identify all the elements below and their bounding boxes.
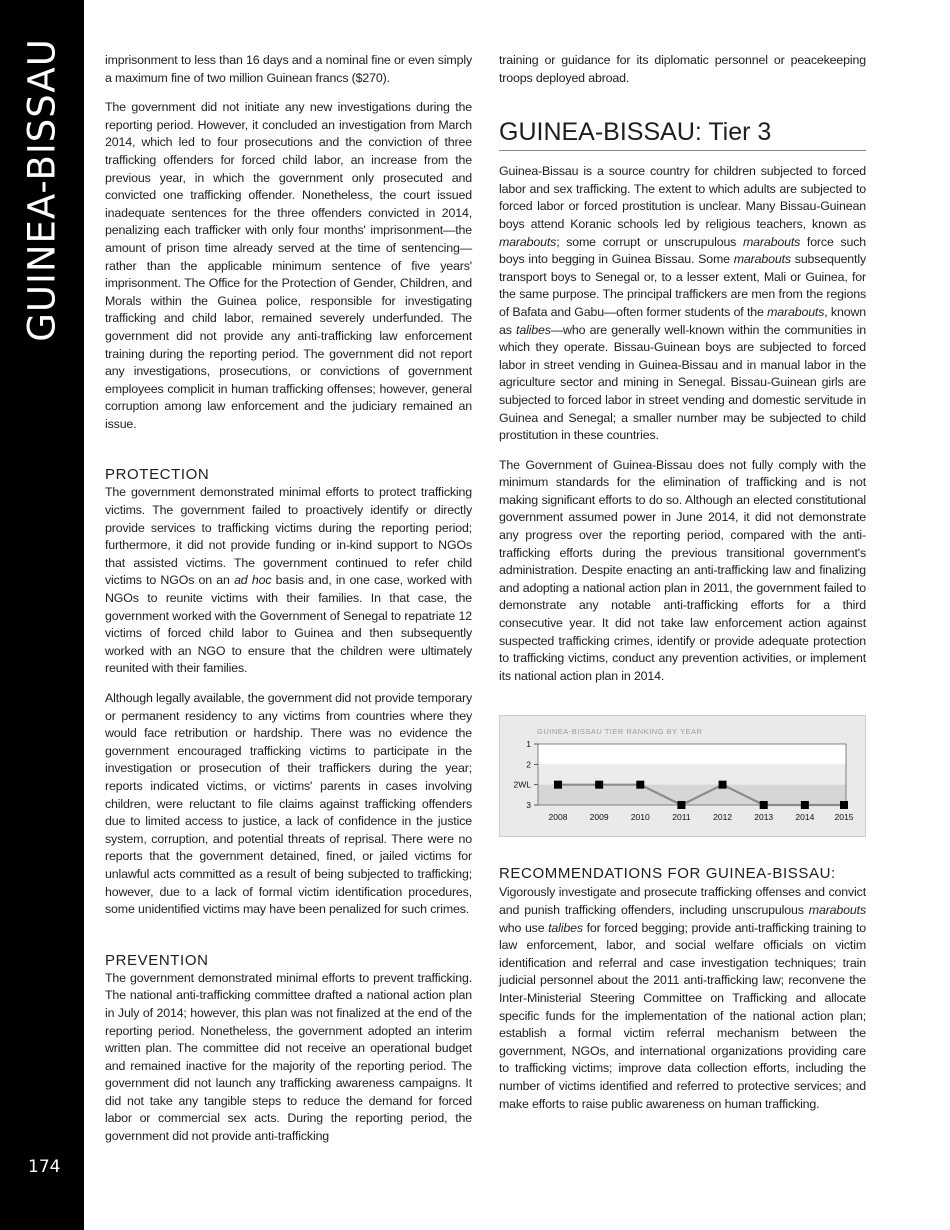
paragraph: Vigorously investigate and prosecute trafficking offenses and convict and punish trafficking offenders, including unscrupulous marabouts who use talibes for forced begging; provide anti-trafficking training to law enforcement, labor, and social welfare officials on victim identification and referral and case investigation techniques; train judicial personnel about the 2011 anti-trafficking law; reconvene the Inter-Ministerial Steering Committee on Trafficking and allocate specific funds for the implementation of the national action plan; establish a formal victim referral mechanism between the government, NGOs, and international organizations providing care to trafficking victims; improve data collection efforts, including the number of victims identified and referred to protective services; and make efforts to raise public awareness on human trafficking.: [499, 885, 866, 1111]
x-tick-label: 2008: [548, 812, 568, 823]
sidebar: [0, 0, 84, 1230]
left-column: [105, 52, 472, 1158]
tier-ranking-chart: [499, 715, 866, 837]
plot-band-bottom: [538, 785, 846, 805]
x-tick-label: 2010: [630, 812, 650, 823]
x-tick-label: 2011: [672, 812, 691, 823]
plot-band-middle: [538, 765, 846, 785]
protection-heading: PROTECTION: [105, 466, 210, 484]
paragraph: training or guidance for its diplomatic personnel or peacekeeping troops deployed abroad.: [499, 53, 866, 85]
data-point: [801, 801, 809, 809]
chart-title: GUINEA-BISSAU TIER RANKING BY YEAR: [537, 727, 703, 737]
prevention-heading: PREVENTION: [105, 951, 209, 969]
plot-band-top: [538, 744, 846, 764]
paragraph: imprisonment to less than 16 days and a nominal fine or even simply a maximum fine of two million Guinean francs ($270).: [105, 53, 472, 85]
tier-heading: GUINEA-BISSAU: Tier 3: [499, 117, 866, 151]
data-point: [595, 781, 603, 789]
x-tick-label: 2009: [589, 812, 609, 823]
paragraph: Although legally available, the government did not provide temporary or permanent residency to any victims from countries where they would face retribution or hardship. There was no evidence the government encouraged trafficking victims to participate in the investigation or prosecution of their traffickers during the year; reports indicated victims, or victims' parents in cases involving children, were reluctant to file claims against trafficking offenders due to limited access to justice, a lack of confidence in the justice system, corruption, and potential threats of reprisal. There were no reports that the government detained, fined, or jailed victims for unlawful acts committed as a result of being subjected to trafficking; however, due to a lack of formal victim identification procedures, some unidentified victims may have been penalized for such crimes.: [105, 691, 472, 917]
right-column: [499, 52, 866, 1125]
data-point: [554, 781, 562, 789]
x-tick-label: 2012: [713, 812, 733, 823]
y-tick-label: 1: [526, 739, 531, 750]
data-point: [719, 781, 727, 789]
y-tick-label: 2: [526, 759, 531, 770]
data-point: [677, 801, 685, 809]
paragraph: The government demonstrated minimal efforts to prevent trafficking. The national anti-trafficking committee drafted a national action plan in July of 2014; however, this plan was not finalized at the end of the reporting period. Nonetheless, the government adopted an interim written plan. The committee did not receive an operational budget and remained inactive for the majority of the reporting period. The government did not launch any trafficking awareness campaigns. It did not take any tangible steps to reduce the demand for forced labor or commercial sex acts. During the reporting period, the government did not provide anti-trafficking: [105, 970, 472, 1144]
data-point: [636, 781, 644, 789]
country-title-vertical: GUINEA-BISSAU: [20, 38, 64, 342]
data-point: [760, 801, 768, 809]
y-tick-label: 3: [526, 800, 531, 811]
paragraph: Guinea-Bissau is a source country for children subjected to forced labor and sex trafficking. The extent to which adults are subjected to forced labor or forced prostitution is unclear. Many Bissau-Guinean boys attend Koranic schools led by religious teachers, known as marabouts; some corrupt or unscrupulous marabouts force such boys into begging in Guinea Bissau. Some marabouts subsequently transport boys to Senegal or, to a lesser extent, Mali or Guinea, for the same purpose. The principal traffickers are men from the regions of Bafata and Gabu—often former students of the marabouts, known as talibes—who are generally well-known within the communities in which they operate. Bissau-Guinean boys are subjected to forced labor in street vending in Guinea-Bissau and in manual labor in the agriculture sector and mining in Senegal. Bissau-Guinean girls are subjected to forced labor in street vending and domestic servitude in Guinea and Senegal; a smaller number may be subjected to child prostitution in these countries.: [499, 164, 866, 443]
paragraph: The Government of Guinea-Bissau does not fully comply with the minimum standards for the elimination of trafficking and is not making significant efforts to do so. Although an elected constitutional government assumed power in June 2014, it did not demonstrate any progress over the reporting period, compared with the anti-trafficking efforts during the previous transitional government's administration. Despite enacting an anti-trafficking law and finalizing and adopting a national action plan in 2011, the government failed to demonstrate any notable anti-trafficking efforts for a third consecutive year. It did not take law enforcement action against suspected trafficking crimes, identify or provide adequate protection to trafficking victims, conduct any prevention activities, or implement its national action plan in 2014.: [499, 457, 866, 683]
x-tick-label: 2013: [754, 812, 774, 823]
page-number: 174: [28, 1157, 61, 1177]
paragraph: The government did not initiate any new investigations during the reporting period. However, it concluded an investigation from March 2014, which led to four prosecutions and the conviction of three trafficking offenders for forced child labor, an increase from the previous year, in which the government only prosecuted and convicted one trafficking offender. Nonetheless, the court issued inadequate sentences for the three offenders convicted in 2014, penalizing each trafficker with only four months' imprisonment—the amount of prison time already served at the time of sentencing—rather than the applicable minimum sentence of five years' imprisonment. The Office for the Protection of Gender, Children, and Morals within the Guinea police, responsible for investigating trafficking and child labor, remained severely underfunded. The government did not provide any anti-trafficking law enforcement training during the reporting period. The government did not report any investigations, prosecutions, or convictions of government employees complicit in human trafficking offenses; however, general corruption among law enforcement and the judiciary remained an issue.: [105, 100, 472, 431]
tier-chart-svg: [500, 716, 867, 836]
recommendations-heading: RECOMMENDATIONS FOR GUINEA-BISSAU:: [499, 865, 836, 883]
data-point: [840, 801, 848, 809]
x-tick-label: 2015: [834, 812, 854, 823]
x-tick-label: 2014: [795, 812, 815, 823]
paragraph: The government demonstrated minimal efforts to protect trafficking victims. The government failed to proactively identify or directly provide services to trafficking victims during the reporting period; furthermore, it did not provide funding or in-kind support to NGOs that assisted victims. The government continued to refer child victims to NGOs on an ad hoc basis and, in one case, worked with NGOs to reunite victims with their families. In that case, the government worked with the Government of Senegal to repatriate 12 victims of forced child labor to Guinea and then subsequently worked with an NGO to ensure that the children were ultimately reunited with their families.: [105, 485, 472, 676]
y-tick-label: 2WL: [513, 780, 531, 791]
